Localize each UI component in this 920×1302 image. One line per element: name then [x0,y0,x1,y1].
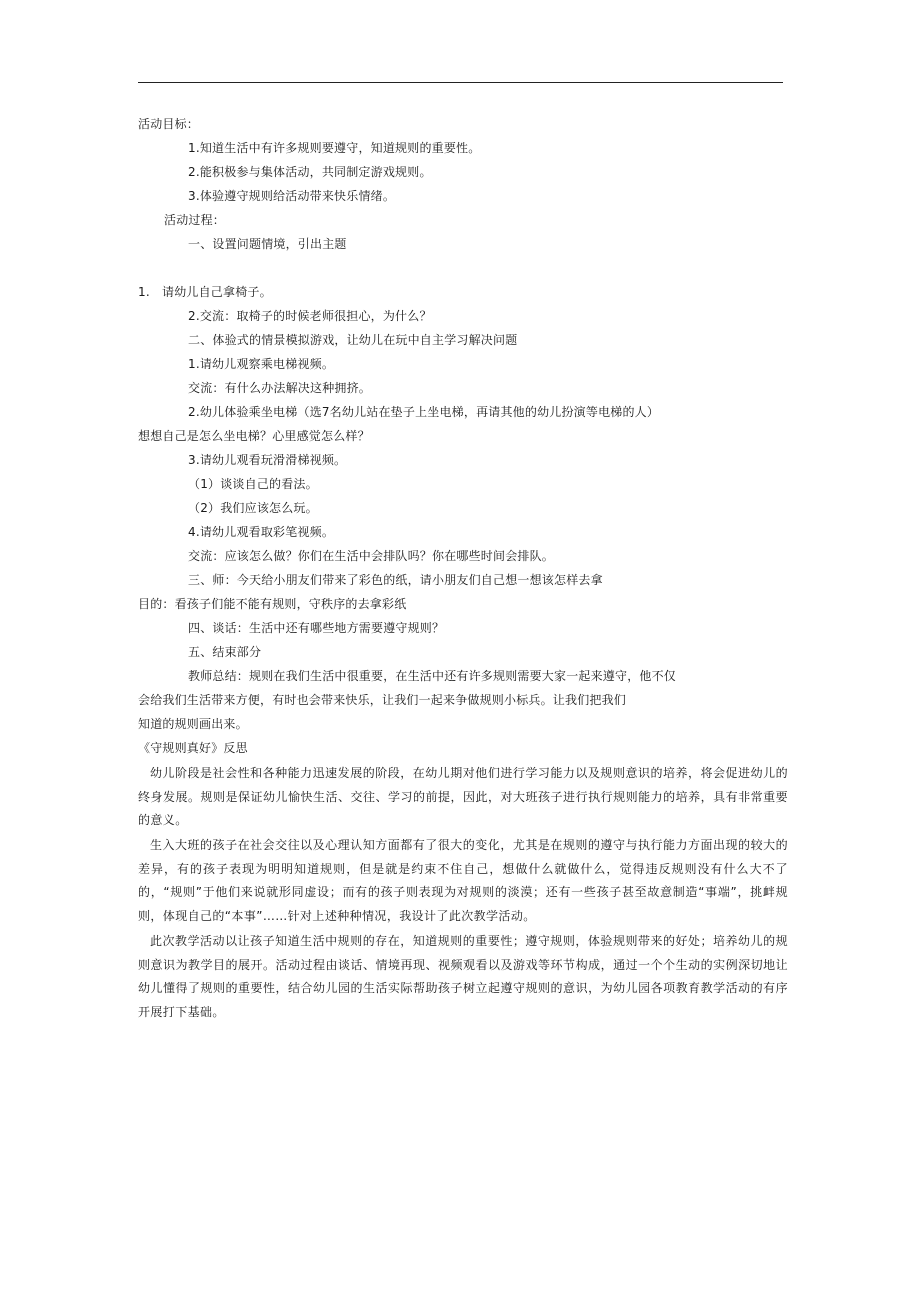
section-2-item-1: 1.请幼儿观察乘电梯视频。 [188,357,335,371]
reflection-paragraph-1: 幼儿阶段是社会性和各种能力迅速发展的阶段，在幼儿期对他们进行学习能力以及规则意识的培养，将会促进幼儿的终身发展。规则是保证幼儿愉快生活、交往、学习的前提，因此，对大班孩子进行执行规则能力的培养，具有非常重要的意义。 [138,766,788,827]
teacher-summary-line-1: 教师总结：规则在我们生活中很重要，在生活中还有许多规则需要大家一起来遵守，他不仅 [188,669,677,683]
section-2-item-3-a: （1）谈谈自己的看法。 [188,477,318,491]
section-2-item-4: 4.请幼儿观看取彩笔视频。 [188,525,335,539]
section-2-item-1-discussion: 交流：有什么办法解决这种拥挤。 [188,381,372,395]
section-2-item-4-discussion: 交流：应该怎么做？你们在生活中会排队吗？你在哪些时间会排队。 [188,549,555,563]
section-1-heading: 一、设置问题情境，引出主题 [188,237,347,251]
objective-item-2: 2.能积极参与集体活动，共同制定游戏规则。 [188,165,432,179]
section-3-purpose: 目的：看孩子们能不能有规则，守秩序的去拿彩纸 [138,597,407,611]
step-1 [138,284,272,300]
step-1-text: 请幼儿自己拿椅子。 [162,285,272,299]
step-2: 2.交流：取椅子的时候老师很担心，为什么？ [188,309,432,323]
section-3-heading: 三、师：今天给小朋友们带来了彩色的纸，请小朋友们自己想一想该怎样去拿 [188,573,603,587]
header-rule [138,82,783,83]
process-heading: 活动过程： [164,213,226,227]
section-2-item-3: 3.请幼儿观看玩滑滑梯视频。 [188,453,347,467]
objectives-heading: 活动目标： [138,117,200,131]
step-1-number: 1. [138,285,150,299]
objective-item-1: 1.知道生活中有许多规则要遵守，知道规则的重要性。 [188,141,481,155]
section-2-item-2-continued: 想想自己是怎么坐电梯？心里感觉怎么样？ [138,429,370,443]
section-2-heading: 二、体验式的情景模拟游戏，让幼儿在玩中自主学习解决问题 [188,333,518,347]
reflection-paragraph-2: 生入大班的孩子在社会交往以及心理认知方面都有了很大的变化，尤其是在规则的遵守与执行能力方面出现的较大的差异，有的孩子表现为明明知道规则，但是就是约束不住自己，想做什么就做什么，觉得违反规则没有什么大不了的，“规则”于他们来说就形同虚设；而有的孩子则表现为对规则的淡漠；还有一些孩子甚至故意制造“事端”，挑衅规则，体现自己的“本事”……针对上述种种情况，我设计了此次教学活动。 [138,838,788,923]
section-2-item-3-b: （2）我们应该怎么玩。 [188,501,318,515]
section-4-heading: 四、谈话：生活中还有哪些地方需要遵守规则？ [188,621,445,635]
teacher-summary-line-3: 知道的规则画出来。 [138,717,248,731]
section-2-item-2: 2.幼儿体验乘坐电梯（选7名幼儿站在垫子上坐电梯，再请其他的幼儿扮演等电梯的人） [188,405,660,419]
reflection-paragraph-3: 此次教学活动以让孩子知道生活中规则的存在，知道规则的重要性；遵守规则，体验规则带来的好处；培养幼儿的规则意识为教学目的展开。活动过程由谈话、情境再现、视频观看以及游戏等环节构成，通过一个个生动的实例深切地让幼儿懂得了规则的重要性，结合幼儿园的生活实际帮助孩子树立起遵守规则的意识，为幼儿园各项教育教学活动的有序开展打下基础。 [138,934,788,1019]
reflection-title: 《守规则真好》反思 [138,741,248,755]
section-5-heading: 五、结束部分 [188,645,262,659]
teacher-summary-line-2: 会给我们生活带来方便，有时也会带来快乐，让我们一起来争做规则小标兵。让我们把我们 [138,693,627,707]
objective-item-3: 3.体验遵守规则给活动带来快乐情绪。 [188,189,396,203]
